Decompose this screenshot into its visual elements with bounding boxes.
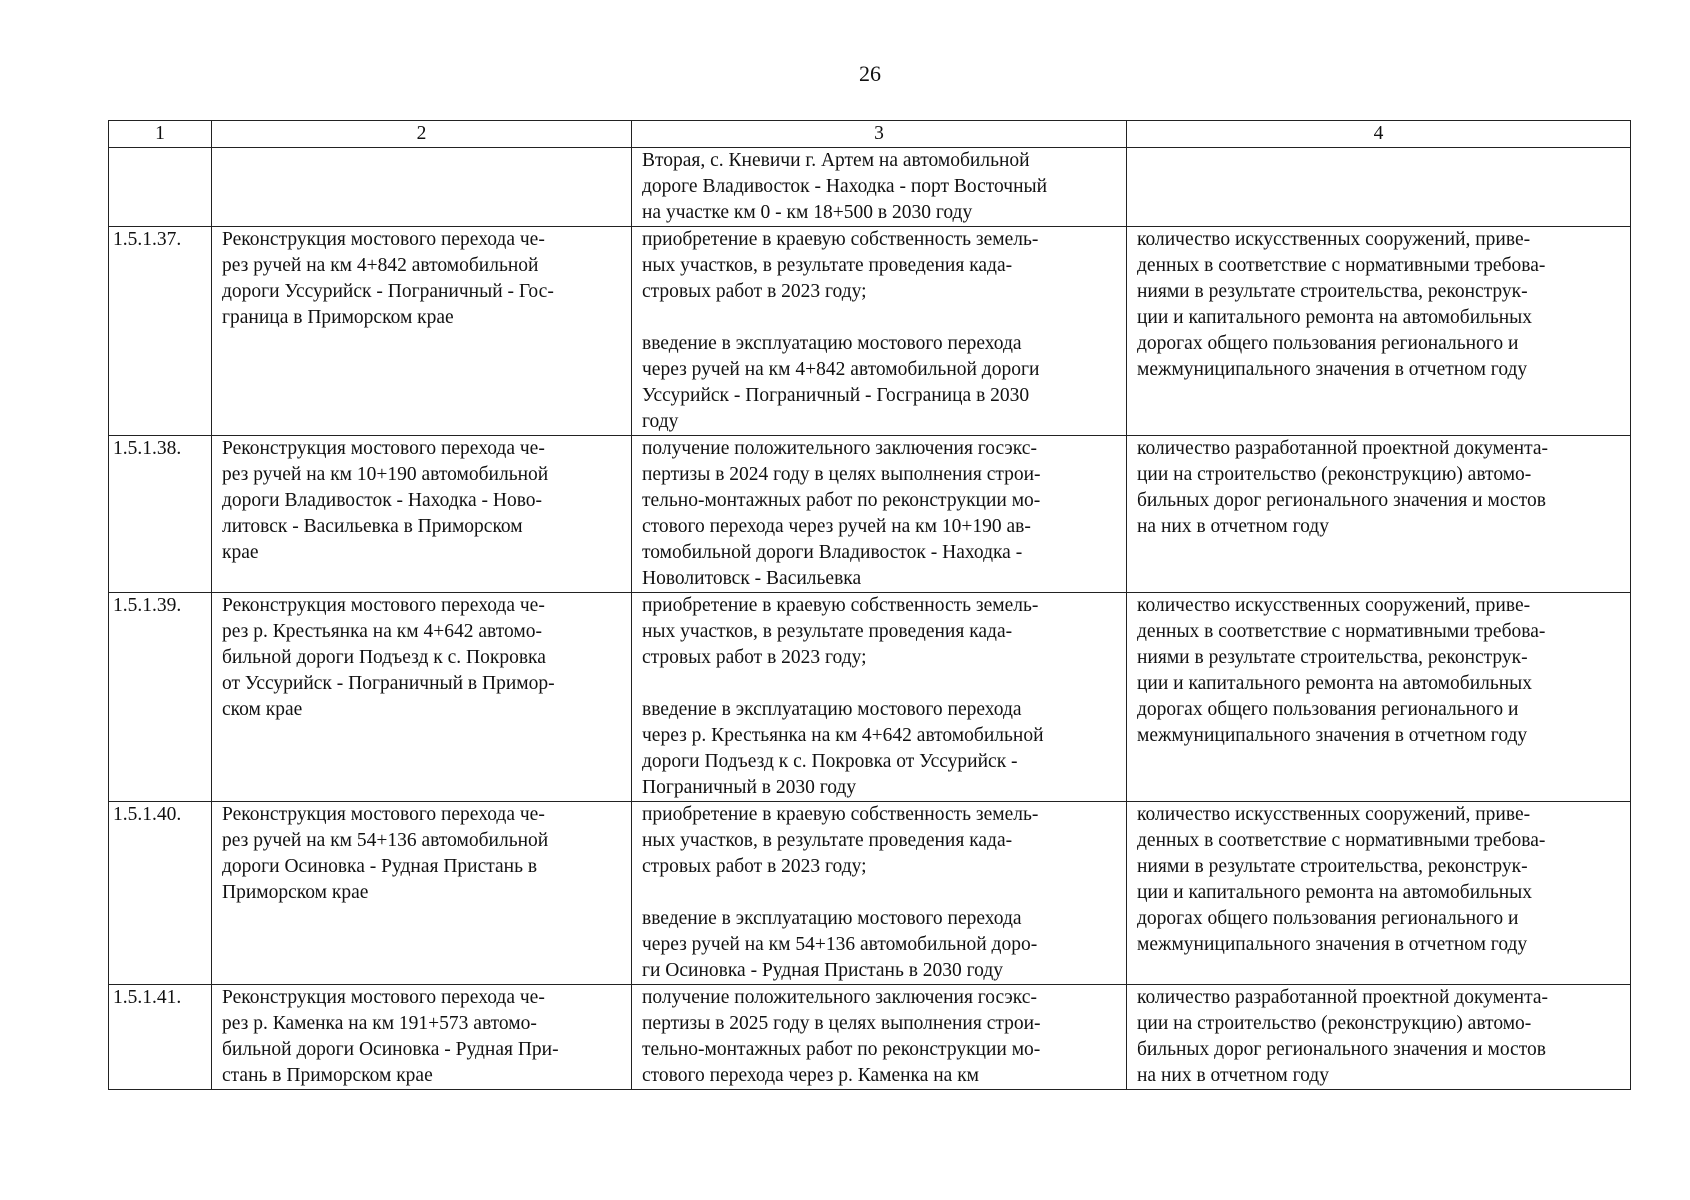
row-object-cell: Реконструкция мостового перехода че- рез ручей на км 54+136 автомобильной дороги Осиновка - Рудная Пристань в Приморском крае [212, 802, 632, 985]
row-object-cell: Реконструкция мостового перехода че- рез р. Крестьянка на км 4+642 автомо- бильной дороги Подъезд к с. Покровка от Уссурийск - Пограничный в Примор- ском крае [212, 593, 632, 802]
row-number-cell: 1.5.1.38. [109, 436, 212, 593]
result-paragraph: введение в эксплуатацию мостового перехода через р. Крестьянка на км 4+642 автомобильной дороги Подъезд к с. Покровка от Уссурийск - Пограничный в 2030 году [642, 699, 1044, 798]
table-row [109, 802, 1631, 985]
result-paragraph: введение в эксплуатацию мостового перехода через ручей на км 4+842 автомобильной дороги Уссурийск - Пограничный - Госграница в 2030 году [642, 333, 1040, 432]
table-row [109, 148, 1631, 227]
column-header-object: 2 [212, 121, 632, 148]
row-result-cell [632, 227, 1127, 436]
row-number-cell: 1.5.1.37. [109, 227, 212, 436]
table-row [109, 985, 1631, 1090]
table-row [109, 436, 1631, 593]
result-paragraph: получение положительного заключения госэкс- пертизы в 2024 году в целях выполнения строи- тельно-монтажных работ по реконструкции мо- стового перехода через ручей на км 10+190 ав- томобильной дороги Владивосток - Находка - Новолитовск - Васильевка [642, 438, 1041, 589]
table-row [109, 593, 1631, 802]
column-header-result: 3 [632, 121, 1127, 148]
row-number-cell: 1.5.1.39. [109, 593, 212, 802]
column-header-number: 1 [109, 121, 212, 148]
row-number-cell [109, 148, 212, 227]
measures-table [108, 120, 1631, 1090]
row-indicator-cell: количество искусственных сооружений, приве- денных в соответствие с нормативными требова- ниями в результате строительства, реконструк- ции и капитального ремонта на автомобильных дорогах общего пользования регионального и межмуниципального значения в отчетном году [1127, 593, 1631, 802]
table-row [109, 227, 1631, 436]
row-number-cell: 1.5.1.40. [109, 802, 212, 985]
measures-table-container [108, 120, 1630, 1090]
row-indicator-cell: количество искусственных сооружений, приве- денных в соответствие с нормативными требова- ниями в результате строительства, реконструк- ции и капитального ремонта на автомобильных дорогах общего пользования регионального и межмуниципального значения в отчетном году [1127, 227, 1631, 436]
result-paragraph: получение положительного заключения госэкс- пертизы в 2025 году в целях выполнения строи- тельно-монтажных работ по реконструкции мо- стового перехода через р. Каменка на км [642, 987, 1041, 1086]
row-result-cell [632, 593, 1127, 802]
row-number-cell: 1.5.1.41. [109, 985, 212, 1090]
row-object-cell: Реконструкция мостового перехода че- рез ручей на км 4+842 автомобильной дороги Уссурийск - Пограничный - Гос- граница в Приморском крае [212, 227, 632, 436]
row-result-cell [632, 148, 1127, 227]
row-object-cell: Реконструкция мостового перехода че- рез р. Каменка на км 191+573 автомо- бильной дороги Осиновка - Рудная При- стань в Приморском крае [212, 985, 632, 1090]
table-header-row [109, 121, 1631, 148]
result-paragraph: введение в эксплуатацию мостового перехода через ручей на км 54+136 автомобильной доро- ги Осиновка - Рудная Пристань в 2030 году [642, 908, 1038, 981]
row-result-cell [632, 802, 1127, 985]
result-paragraph: приобретение в краевую собственность земель- ных участков, в результате проведения када- стровых работ в 2023 году; [642, 595, 1039, 668]
row-result-cell [632, 985, 1127, 1090]
column-header-indicator: 4 [1127, 121, 1631, 148]
result-paragraph: приобретение в краевую собственность земель- ных участков, в результате проведения када- стровых работ в 2023 году; [642, 229, 1039, 302]
row-indicator-cell: количество разработанной проектной документа- ции на строительство (реконструкцию) автомо- бильных дорог регионального значения и мостов на них в отчетном году [1127, 436, 1631, 593]
row-indicator-cell: количество искусственных сооружений, приве- денных в соответствие с нормативными требова- ниями в результате строительства, реконструк- ции и капитального ремонта на автомобильных дорогах общего пользования регионального и межмуниципального значения в отчетном году [1127, 802, 1631, 985]
row-result-cell [632, 436, 1127, 593]
page-number: 26 [859, 61, 881, 86]
row-object-cell: Реконструкция мостового перехода че- рез ручей на км 10+190 автомобильной дороги Владивосток - Находка - Ново- литовск - Васильевка в Приморском крае [212, 436, 632, 593]
row-object-cell [212, 148, 632, 227]
result-paragraph: приобретение в краевую собственность земель- ных участков, в результате проведения када- стровых работ в 2023 году; [642, 804, 1039, 877]
result-paragraph: Вторая, с. Кневичи г. Артем на автомобильной дороге Владивосток - Находка - порт Восточный на участке км 0 - км 18+500 в 2030 году [642, 150, 1048, 223]
row-indicator-cell: количество разработанной проектной документа- ции на строительство (реконструкцию) автомо- бильных дорог регионального значения и мостов на них в отчетном году [1127, 985, 1631, 1090]
row-indicator-cell [1127, 148, 1631, 227]
